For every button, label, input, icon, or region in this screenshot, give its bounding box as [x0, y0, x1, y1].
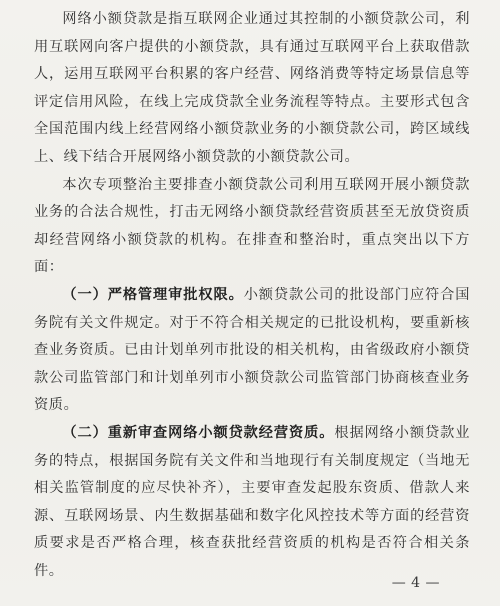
document-body — [34, 6, 470, 585]
paragraph-scope: 本次专项整治主要排查小额贷款公司利用互联网开展小额贷款业务的合法合规性，打击无网络小额贷款经营资质甚至无放贷资质却经营网络小额贷款的机构。在排查和整治时，重点突出以下方面： — [34, 176, 470, 276]
paragraph-approval-authority — [34, 282, 470, 420]
section-heading-approval-authority: （一）严格管理审批权限。 — [62, 286, 244, 303]
paragraph-license-review — [34, 420, 470, 586]
section-heading-license-review: （二）重新审查网络小额贷款经营资质。 — [62, 424, 335, 441]
page-number: — 4 — — [391, 575, 440, 591]
paragraph-approval-authority-body: 小额贷款公司的批设部门应符合国务院有关文件规定。对于不符合相关规定的已批设机构，要重新核查业务资质。已由计划单列市批设的相关机构，由省级政府小额贷款公司监管部门和计划单列市小额贷款公司监管部门协商核查业务资质。 — [34, 286, 470, 414]
paragraph-license-review-body: 根据网络小额贷款业务的特点，根据国务院有关文件和当地现行有关制度规定（当地无相关监管制度的应尽快补齐），主要审查发起股东资质、借款人来源、互联网场景、内生数据基础和数字化风控技术等方面的经营资质要求是否严格合理，核查获批经营资质的机构是否符合相关条件。 — [34, 424, 470, 579]
paragraph-definition: 网络小额贷款是指互联网企业通过其控制的小额贷款公司，利用互联网向客户提供的小额贷款，具有通过互联网平台上获取借款人，运用互联网平台积累的客户经营、网络消费等特定场景信息等评定信用风险，在线上完成贷款全业务流程等特点。主要形式包含全国范围内线上经营网络小额贷款业务的小额贷款公司，跨区域线上、线下结合开展网络小额贷款的小额贷款公司。 — [34, 11, 470, 165]
